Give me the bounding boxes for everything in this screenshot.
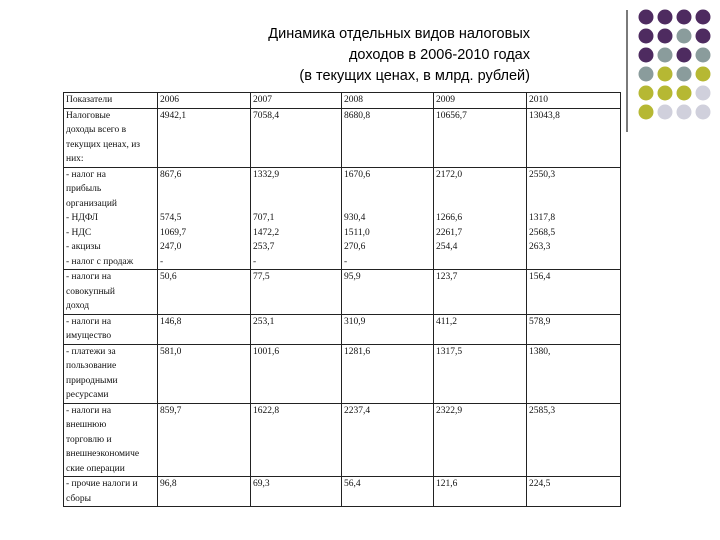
header-cell: Показатели <box>64 93 158 109</box>
row-label: - налоги на имущество <box>64 314 158 344</box>
decorative-dot <box>639 86 654 101</box>
table-cell: 4942,1 <box>158 108 251 167</box>
table-row <box>64 477 621 507</box>
tax-revenue-table <box>63 92 621 507</box>
decorative-dot <box>696 48 711 63</box>
table-cell: 2172,0 1266,6 2261,7 254,4 <box>434 167 527 270</box>
table-cell: 121,6 <box>434 477 527 507</box>
decorative-dot <box>658 67 673 82</box>
decorative-dot <box>696 29 711 44</box>
table-cell: 310,9 <box>342 314 434 344</box>
header-cell: 2009 <box>434 93 527 109</box>
table-cell: 96,8 <box>158 477 251 507</box>
table-cell: 224,5 <box>527 477 621 507</box>
table-cell: 1317,5 <box>434 344 527 403</box>
decorative-dot <box>639 10 654 25</box>
table-cell: 2585,3 <box>527 403 621 477</box>
table-cell: 581,0 <box>158 344 251 403</box>
table-cell: 50,6 <box>158 270 251 315</box>
header-cell: 2006 <box>158 93 251 109</box>
row-label: - платежи за пользование природными ресурсами <box>64 344 158 403</box>
table-cell: 13043,8 <box>527 108 621 167</box>
decorative-dot <box>677 86 692 101</box>
decorative-dot <box>696 67 711 82</box>
table-cell: 1670,6 930,4 1511,0 270,6 - <box>342 167 434 270</box>
header-cell: 2007 <box>251 93 342 109</box>
table-cell: 146,8 <box>158 314 251 344</box>
table-cell: 578,9 <box>527 314 621 344</box>
table-cell: 123,7 <box>434 270 527 315</box>
decorative-dot <box>677 48 692 63</box>
table-cell: 253,1 <box>251 314 342 344</box>
decorative-dot <box>658 10 673 25</box>
decorative-dot <box>639 105 654 120</box>
table-row <box>64 403 621 477</box>
decorative-dot <box>677 67 692 82</box>
row-label: - налог на прибыль организаций - НДФЛ - НДС - акцизы - налог с продаж <box>64 167 158 270</box>
decorative-dot <box>696 86 711 101</box>
table-row <box>64 108 621 167</box>
header-cell: 2010 <box>527 93 621 109</box>
table-row <box>64 270 621 315</box>
table-cell: 2550,3 1317,8 2568,5 263,3 <box>527 167 621 270</box>
table-cell: 156,4 <box>527 270 621 315</box>
table-cell: 2322,9 <box>434 403 527 477</box>
decorative-dot <box>639 48 654 63</box>
table-cell: 1380, <box>527 344 621 403</box>
header-cell: 2008 <box>342 93 434 109</box>
title-line-1: Динамика отдельных видов налоговых <box>268 26 530 42</box>
table-cell: 411,2 <box>434 314 527 344</box>
decorative-vertical-line <box>626 10 628 132</box>
row-label: - прочие налоги и сборы <box>64 477 158 507</box>
table-cell: 1332,9 707,1 1472,2 253,7 - <box>251 167 342 270</box>
title-line-3: (в текущих ценах, в млрд. рублей) <box>299 68 530 84</box>
table-cell: 1622,8 <box>251 403 342 477</box>
slide-title <box>180 24 530 87</box>
decorative-dot <box>658 48 673 63</box>
table-cell: 10656,7 <box>434 108 527 167</box>
decorative-dot <box>658 105 673 120</box>
title-line-2: доходов в 2006-2010 годах <box>348 47 530 63</box>
row-label: - налоги на внешнюю торговлю и внешнеэкономиче ские операции <box>64 403 158 477</box>
decorative-dot <box>677 29 692 44</box>
table-cell: 56,4 <box>342 477 434 507</box>
table-cell: 69,3 <box>251 477 342 507</box>
table-cell: 1281,6 <box>342 344 434 403</box>
table-cell: 77,5 <box>251 270 342 315</box>
decorative-dot <box>639 67 654 82</box>
decorative-dot <box>658 29 673 44</box>
row-label: - налоги на совокупный доход <box>64 270 158 315</box>
table-row <box>64 314 621 344</box>
decorative-dot <box>677 105 692 120</box>
table-cell: 1001,6 <box>251 344 342 403</box>
table-cell: 95,9 <box>342 270 434 315</box>
table-cell: 859,7 <box>158 403 251 477</box>
decorative-dot <box>677 10 692 25</box>
table-cell: 8680,8 <box>342 108 434 167</box>
table-row <box>64 344 621 403</box>
row-label: Налоговые доходы всего в текущих ценах, из них: <box>64 108 158 167</box>
table-header-row <box>64 93 621 109</box>
table-row <box>64 167 621 270</box>
table-cell: 867,6 574,5 1069,7 247,0 - <box>158 167 251 270</box>
decorative-dot <box>696 10 711 25</box>
table-cell: 7058,4 <box>251 108 342 167</box>
table-cell: 2237,4 <box>342 403 434 477</box>
decorative-dot <box>696 105 711 120</box>
decorative-dot <box>639 29 654 44</box>
decorative-dot <box>658 86 673 101</box>
